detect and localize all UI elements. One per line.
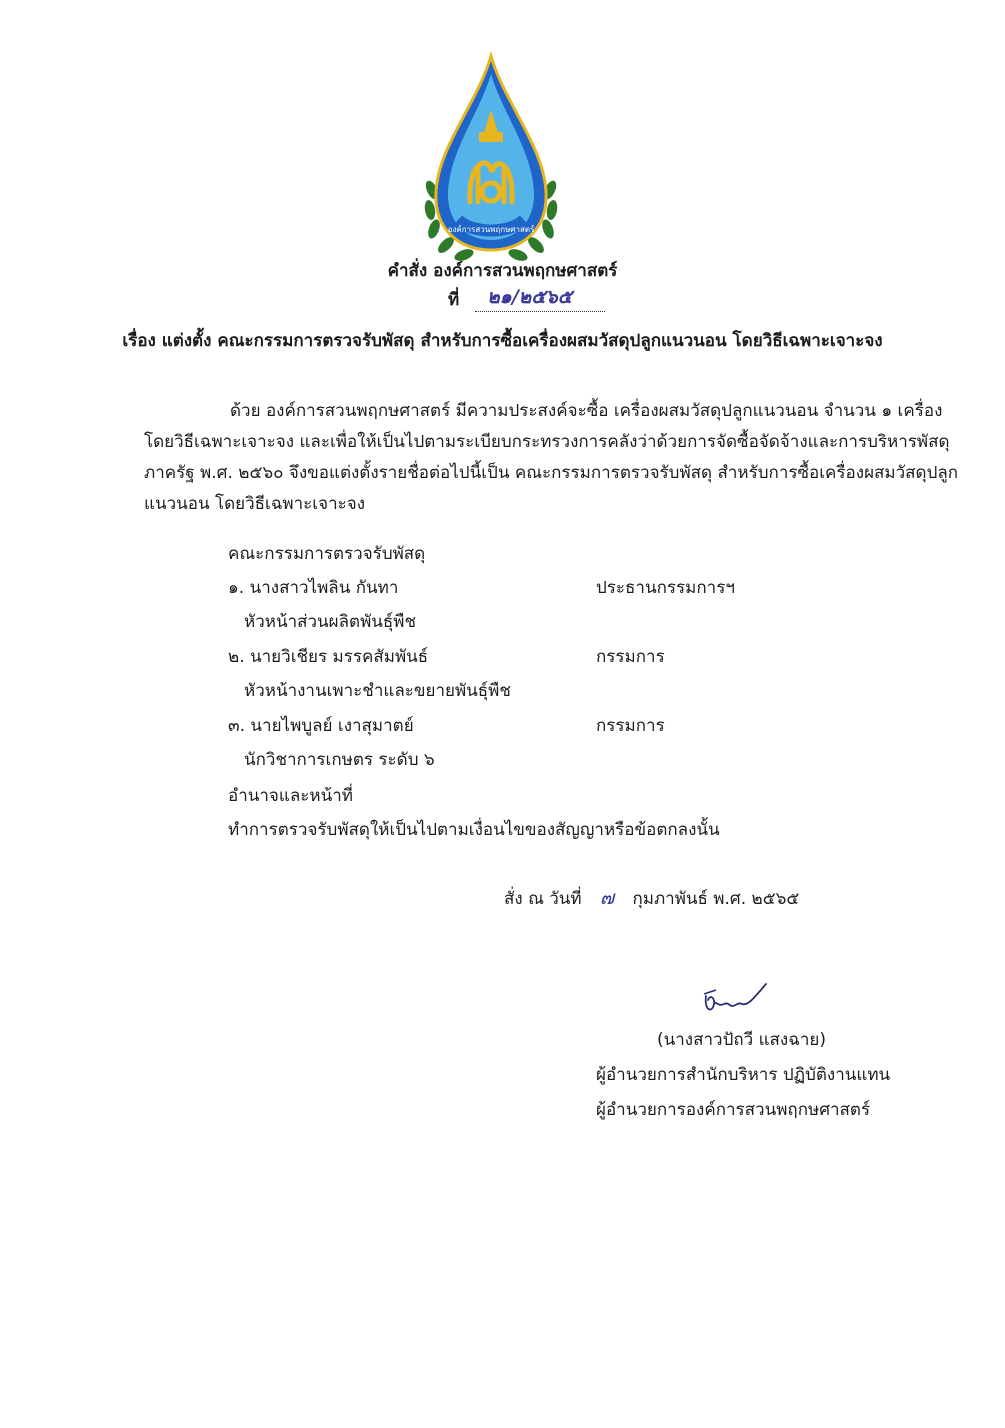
member-name: ๓. นายไพบูลย์ เงาสุมาตย์ xyxy=(228,716,414,736)
member-name: ๒. นายวิเชียร มรรคสัมพันธ์ xyxy=(228,647,429,667)
body-line: ภาครัฐ พ.ศ. ๒๕๖๐ จึงขอแต่งตั้งรายชื่อต่อไปนี้เป็น คณะกรรมการตรวจรับพัสดุ สำหรับการซื้อเครื่องผสมวัสดุปลูก xyxy=(144,463,959,483)
body-line: โดยวิธีเฉพาะเจาะจง และเพื่อให้เป็นไปตามระเบียบกระทรวงการคลังว่าด้วยการจัดซื้อจัดจ้างและการบริหารพัสดุ xyxy=(144,432,950,452)
body-line: แนวนอน โดยวิธีเฉพาะเจาะจง xyxy=(144,494,366,514)
member-position: หัวหน้าส่วนผลิตพันธุ์พืช xyxy=(244,612,417,632)
member-role: กรรมการ xyxy=(596,716,665,736)
order-date-prefix: สั่ง ณ วันที่ xyxy=(504,889,582,909)
order-date-day: ๗ xyxy=(599,887,615,909)
duty-text: ทำการตรวจรับพัสดุให้เป็นไปตามเงื่อนไขของสัญญาหรือข้อตกลงนั้น xyxy=(228,820,720,840)
member-name: ๑. นางสาวไพลิน กันทา xyxy=(228,578,399,598)
order-number-label: ที่ xyxy=(448,290,460,310)
emblem-ring-text: องค์การสวนพฤกษศาสตร์ xyxy=(447,225,535,234)
order-number xyxy=(448,288,605,312)
document-title: คำสั่ง องค์การสวนพฤกษศาสตร์ xyxy=(387,261,618,281)
signatory-name: (นางสาวปัถวี แสงฉาย) xyxy=(657,1030,826,1050)
order-date-month-year: กุมภาพันธ์ พ.ศ. ๒๕๖๕ xyxy=(632,889,800,909)
body-line: ด้วย องค์การสวนพฤกษศาสตร์ มีความประสงค์จะซื้อ เครื่องผสมวัสดุปลูกแนวนอน จำนวน ๑ เครื่อง xyxy=(230,401,943,421)
order-number-field xyxy=(475,286,605,312)
member-role: ประธานกรรมการฯ xyxy=(596,578,735,598)
document-subject: เรื่อง แต่งตั้ง คณะกรรมการตรวจรับพัสดุ สำหรับการซื้อเครื่องผสมวัสดุปลูกแนวนอน โดยวิธีเฉพาะเจาะจง xyxy=(122,331,883,351)
duty-heading: อำนาจและหน้าที่ xyxy=(228,786,353,806)
member-position: หัวหน้างานเพาะชำและขยายพันธุ์พืช xyxy=(244,681,511,701)
committee-heading: คณะกรรมการตรวจรับพัสดุ xyxy=(228,544,426,564)
member-role: กรรมการ xyxy=(596,647,665,667)
handwritten-signature xyxy=(700,980,772,1020)
member-position: นักวิชาการเกษตร ระดับ ๖ xyxy=(244,750,435,770)
body-paragraph xyxy=(144,396,959,520)
signatory-position-2: ผู้อำนวยการองค์การสวนพฤกษศาสตร์ xyxy=(596,1100,871,1120)
signatory-position-1: ผู้อำนวยการสำนักบริหาร ปฏิบัติงานแทน xyxy=(596,1065,891,1085)
order-number-value: ๒๑/๒๕๖๕ xyxy=(487,286,573,308)
order-date xyxy=(504,886,799,911)
organization-emblem-icon xyxy=(418,52,564,262)
